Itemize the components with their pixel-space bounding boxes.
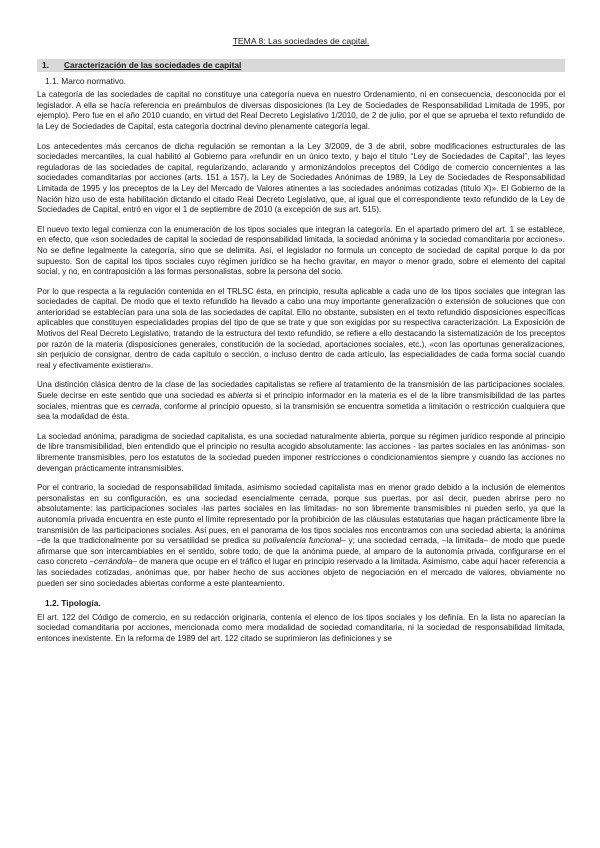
section-heading-1 (37, 59, 565, 72)
paragraph-7-text-a: Por el contrario, la sociedad de responsabilidad limitada, asimismo sociedad capitalista mas en menor grado debido a la inclusión de elementos personalistas en su configuración, es una sociedad esencialmente cerrada, porque sus puertas, por así decir, pueden abrirse pero no absolutamente: las participaciones sociales -las partes sociales en las limitadas- no son libremente transmisibles ni pueden serlo, ya que la autonomía privada encuentra en este punto el límite representado por la prohibición de las cláusulas estatutarias que hagan prácticamente libre la transmisión de las participaciones sociales. Así pues, en el panorama de los tipos sociales nos encontramos con una sociedad abierta; la anónima –de la que tradicionalmente por su versatilidad se predica su (37, 483, 565, 546)
paragraph-5 (37, 380, 565, 422)
paragraph-7-text-b: – y; una sociedad cerrada, –la limitada– de modo que puede afirmarse que son intercambiables en el sentido, sobre todo, de que la anónima puede, al amparo de la autonomía privada, configurarse en el caso concreto – (37, 536, 565, 567)
paragraph-5-text-c: , conforme al principio opuesto, si la transmisión se encuentra sometida a limitación o restricción cualquiera que sea la modalidad de ésta. (37, 401, 566, 422)
paragraph-3: El nuevo texto legal comienza con la enumeración de los tipos sociales que integran la categoría. En el apartado primero del art. 1 se establece, en efecto, que «son sociedades de capital la sociedad de responsabilidad limitada, la sociedad anónima y la sociedad comanditaria por acciones». No se define legalmente la categoría, sino que se delimita. Así, el legislador no formula un concepto de sociedad de capital porque lo da por supuesto. Son de capital los tipos sociales cuyo régimen jurídico se ha hecho gravitar, en mayor o menor grado, sobre el elemento del capital social, y no, en contraposición a las formas personalistas, sobre la persona del socio. (37, 224, 565, 277)
paragraph-4: Por lo que respecta a la regulación contenida en el TRLSC ésta, en principio, resulta aplicable a cada uno de los tipos sociales que integran las sociedades de capital. De modo que el texto refundido ha llevado a cabo una muy importante generalización o extensión de soluciones que con anterioridad se establecían para una sola de las sociedades de capital. Ello no obstante, subsisten en el texto refundido disposiciones específicas aplicables que constituyen especialidades propias del tipo de que se trate y que son exigidas por su respectiva caracterización. La Exposición de Motivos del Real Decreto Legislativo, tratando de la estructura del texto refundido, se refiere a ello destacando la sistematización de los preceptos por razón de la materia (disposiciones generales, constitución de la sociedad, aportaciones sociales, etc.), «con las oportunas generalizaciones, sin perjuicio de consignar, dentro de cada capítulo o sección, o incluso dentro de cada artículo, las especialidades de cada forma social cuando real y efectivamente existieran». (37, 286, 565, 370)
term-cerrandola: cerrándola (94, 557, 133, 567)
paragraph-5-text-b: si el principio informador en la materia es el de la libre transmisibilidad de las partes sociales, mientras que es (37, 391, 565, 411)
paragraph-5-text-a: Una distinción clásica dentro de la clase de las sociedades capitalistas se refiere al tratamiento de la transmisión de las participaciones sociales. Suele decirse en este sentido que una sociedad es (37, 380, 565, 401)
section-number: 1. (42, 59, 49, 70)
paragraph-2: Los antecedentes más cercanos de dicha regulación se remontan a la Ley 3/2009, de 3 de abril, sobre modificaciones estructurales de las sociedades mercantiles, la cual habilitó al Gobierno para «refundir en un único texto, y bajo el título “Ley de Sociedades de Capital”, las leyes reguladoras de las sociedades de capital, regularizando, aclarando y armonizándolos preceptos del Código de comercio concernientes a las sociedades comanditarias por acciones (arts. 151 a 157), la Ley de Sociedades Anónimas de 1989, la Ley de Sociedades de Responsabilidad Limitada de 1995 y los preceptos de la Ley del Mercado de Valores atinentes a las sociedades anónimas cotizadas (título X)». El Gobierno de la Nación hizo uso de esta habilitación dictando el citado Real Decreto Legislativo, que, al igual que el correspondiente texto refundido de la Ley de Sociedades de Capital, entró en vigor el 1 de septiembre de 2010 (a excepción de sus art. 515). (37, 141, 565, 215)
paragraph-6: La sociedad anónima, paradigma de sociedad capitalista, es una sociedad naturalmente abierta, porque su régimen jurídico responde al principio de libre transmisibilidad, bien entendido que el principio no resulta acogido absolutamente: las acciones - las partes sociales en las anónimas- son libremente transmisibles, pero los estatutos de la sociedad pueden imponer restricciones o condicionamientos siempre y cuando las acciones no devengan prácticamente intransmisibles. (37, 431, 565, 473)
paragraph-7 (37, 483, 565, 589)
subsection-heading-tipologia: 1.2. Tipología. (45, 598, 101, 609)
section-title: Caracterización de las sociedades de capital (64, 59, 242, 70)
paragraph-7-text-c: – de manera que ocupe en el tráfico el lugar en principio reservado a la limitada. Asimismo, cabe aquí hacer referencia a las sociedades cotizadas, anónimas que, por haber hecho de sus acciones objeto de negociación en el mercado de valores, obviamente no pueden ser sino sociedades abiertas conforme a este planteamiento. (37, 557, 566, 588)
subsection-heading-marco-normativo: 1.1. Marco normativo. (45, 75, 126, 86)
document-title: TEMA 8: Las sociedades de capital. (232, 36, 370, 46)
term-cerrada: cerrada (131, 401, 160, 411)
paragraph-8: El art. 122 del Código de comercio, en su redacción originaria, contenía el elenco de los tipos sociales y los definía. En la lista no aparecían la sociedad comanditaria por acciones, mencionada como mera modalidad de sociedad comanditaria, ni la sociedad de responsabilidad limitada, entonces inexistente. En la reforma de 1989 del art. 122 citado se suprimieron las definiciones y se (37, 612, 565, 643)
term-polivalencia-funcional: polivalencia funcional (263, 536, 342, 546)
term-abierta: abierta (227, 391, 253, 401)
paragraph-1: La categoría de las sociedades de capital no constituye una categoría nueva en nuestro Ordenamiento, ni en consecuencia, desconocida por el legislador. A ella se hacía referencia en preámbulos de diversas disposiciones (la Ley de Sociedades de Responsabilidad Limitada de 1995, por ejemplo). Pero fue en el año 2010 cuando, en virtud del Real Decreto Legislativo 1/2010, de 2 de julio, por el que se aprueba el texto refundido de la Ley de Sociedades de Capital, esta categoría doctrinal devino plenamente categoría legal. (37, 90, 565, 131)
